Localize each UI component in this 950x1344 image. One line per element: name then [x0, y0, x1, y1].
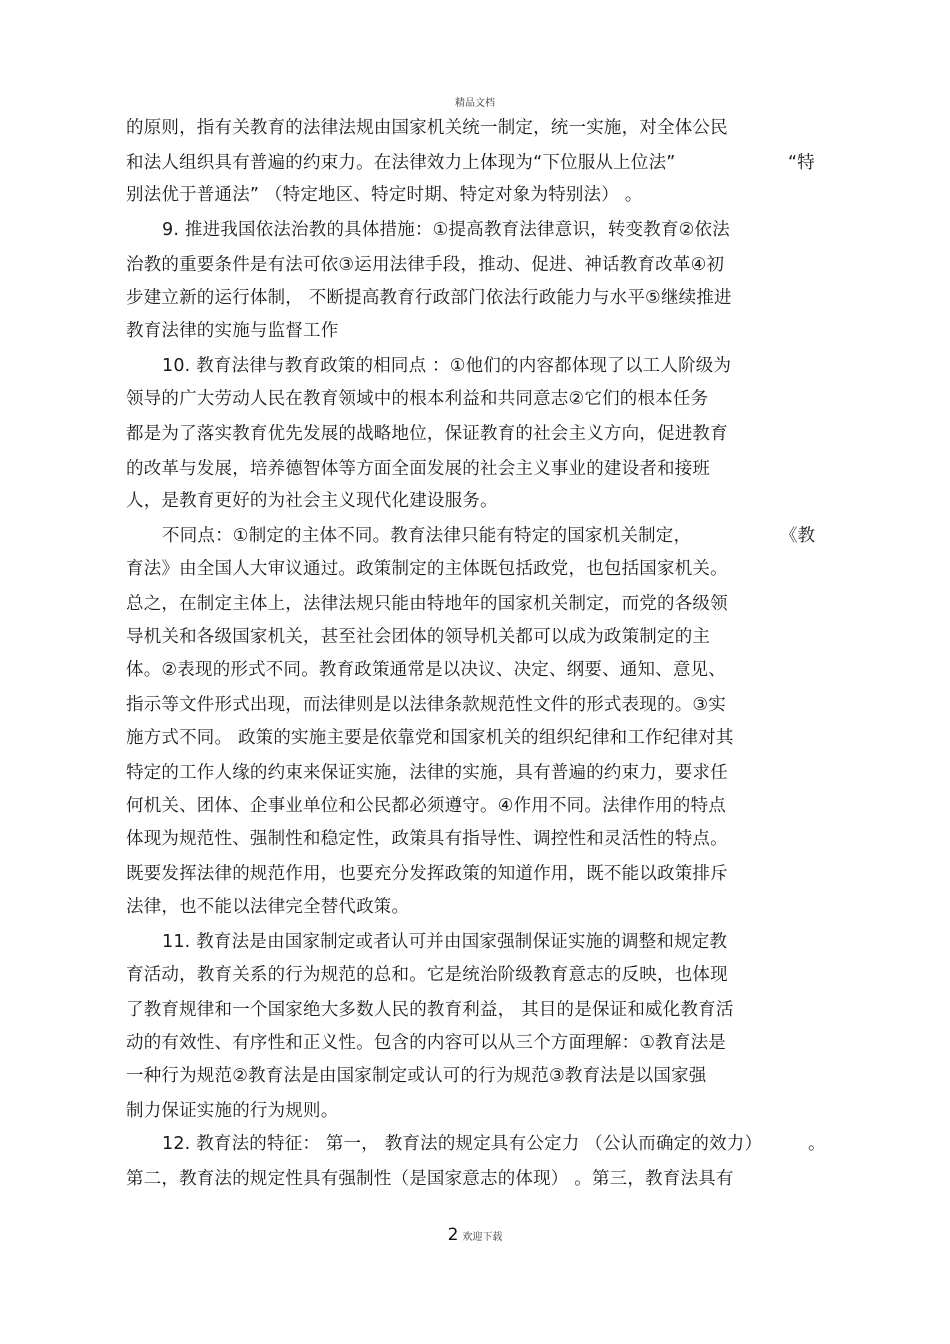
text-line: 10. 教育法律与教育政策的相同点 ：①他们的内容都体现了以工人阶级为 [162, 356, 732, 376]
page-footer [0, 1225, 950, 1245]
text-line: 既要发挥法律的规范作用，也要充分发挥政策的知道作用，既不能以政策排斥 [126, 864, 728, 884]
text-line: 了教育规律和一个国家绝大多数人民的教育利益， 其目的是保证和威化教育活 [126, 1000, 734, 1020]
text-line: 人，是教育更好的为社会主义现代化建设服务。 [126, 491, 498, 511]
text-line: 11. 教育法是由国家制定或者认可并由国家强制保证实施的调整和规定教 [162, 932, 728, 952]
text-line: 第二，教育法的规定性具有强制性（是国家意志的体现） 。第三，教育法具有 [126, 1169, 734, 1189]
text-line: 不同点：①制定的主体不同。教育法律只能有特定的国家机关制定， [162, 526, 692, 546]
text-line: 都是为了落实教育优先发展的战略地位，保证教育的社会主义方向，促进教育 [126, 424, 728, 444]
text-line: 教育法律的实施与监督工作 [126, 321, 339, 341]
text-line: 动的有效性、有序性和正义性。包含的内容可以从三个方面理解：①教育法是 [126, 1033, 726, 1053]
text-line: 9. 推进我国依法治教的具体措施：①提高教育法律意识，转变教育②依法 [162, 220, 730, 240]
footer-text: 欢迎下载 [462, 1232, 503, 1243]
text-line: 制力保证实施的行为规则。 [126, 1101, 339, 1121]
text-fragment: 。 [808, 1134, 826, 1154]
text-line: 育活动，教育关系的行为规范的总和。它是统治阶级教育意志的反映，也体现 [126, 965, 728, 985]
text-line: 指示等文件形式出现，而法律则是以法律条款规范性文件的形式表现的。③实 [126, 695, 726, 715]
text-line: 治教的重要条件是有法可依③运用法律手段，推动、促进、神话教育改革④初 [126, 255, 725, 275]
text-line: 领导的广大劳动人民在教育领域中的根本利益和共同意志②它们的根本任务 [126, 389, 709, 409]
text-line: 特定的工作人缘的约束来保证实施，法律的实施，具有普遍的约束力，要求任 [126, 763, 728, 783]
text-line: 一种行为规范②教育法是由国家制定或认可的行为规范③教育法是以国家强 [126, 1066, 707, 1086]
text-line: 施方式不同。 政策的实施主要是依靠党和国家机关的组织纪律和工作纪律对其 [126, 728, 734, 748]
text-line: 和法人组织具有普遍的约束力。在法律效力上体现为“下位服从上位法” [126, 153, 676, 173]
text-line: 的原则，指有关教育的法律法规由国家机关统一制定，统一实施，对全体公民 [126, 118, 728, 138]
text-line: 的改革与发展，培养德智体等方面全面发展的社会主义事业的建设者和接班 [126, 459, 711, 479]
text-line: 法律，也不能以法律完全替代政策。 [126, 897, 410, 917]
text-line: 步建立新的运行体制， 不断提高教育行政部门依法行政能力与水平⑤继续推进 [126, 288, 732, 308]
text-line: 12. 教育法的特征： 第一， 教育法的规定具有公定力 （公认而确定的效力） [162, 1134, 763, 1154]
text-fragment: 《教 [780, 526, 815, 546]
text-line: 总之，在制定主体上，法律法规只能由特地年的国家机关制定，而党的各级领 [126, 594, 728, 614]
page-number: 2 [447, 1225, 459, 1245]
text-line: 育法》由全国人大审议通过。政策制定的主体既包括政党，也包括国家机关。 [126, 559, 728, 579]
text-line: 体。②表现的形式不同。教育政策通常是以决议、决定、纲要、通知、意见、 [126, 660, 726, 680]
page-header: 精品文档 [455, 98, 495, 109]
text-line: 别法优于普通法” （特定地区、特定时期、特定对象为特别法） 。 [126, 185, 643, 205]
text-line: 导机关和各级国家机关，甚至社会团体的领导机关都可以成为政策制定的主 [126, 627, 711, 647]
text-line: 体现为规范性、强制性和稳定性，政策具有指导性、调控性和灵活性的特点。 [126, 829, 728, 849]
text-fragment: “特 [788, 153, 815, 173]
text-line: 何机关、团体、企事业单位和公民都必须遵守。④作用不同。法律作用的特点 [126, 796, 726, 816]
